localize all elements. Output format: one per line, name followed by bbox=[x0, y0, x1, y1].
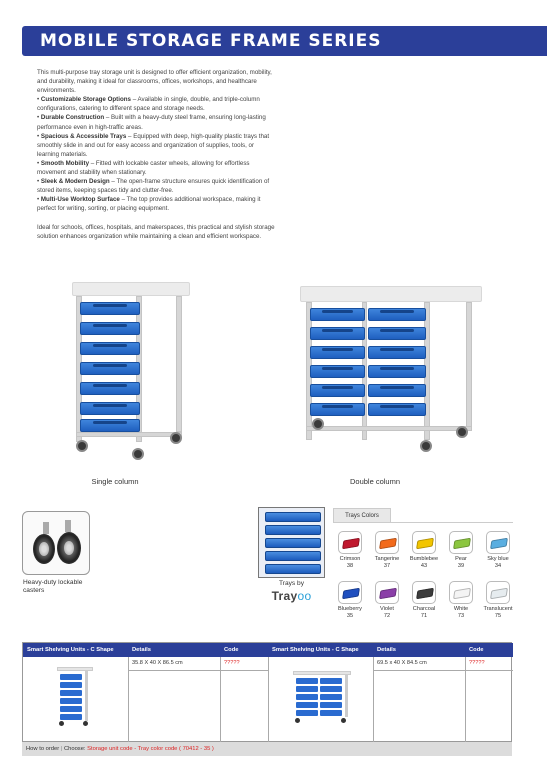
feature-title: Multi-Use Worktop Surface bbox=[40, 196, 120, 204]
feature-text: – Built with a heavy-duty steel frame, ensuring long-lasting performance even in high-traffic areas. bbox=[37, 114, 266, 131]
feature-text: – The top provides additional workspace, making it perfect for writing, sorting, or placing equipment. bbox=[37, 196, 261, 213]
tray-color-name: Violet bbox=[380, 606, 394, 612]
tray-color-swatch bbox=[370, 531, 404, 569]
tray-color-chip bbox=[449, 581, 473, 604]
tray-color-code: 43 bbox=[420, 563, 428, 569]
code-cell: ????? bbox=[224, 660, 240, 666]
tray-color-chip bbox=[338, 581, 362, 604]
feature-item: • Sleek & Modern Design – The open-frame structure ensures quick identification of stored items, keeping spaces tidy and clutter-free. bbox=[37, 178, 270, 195]
tray-color-code: 73 bbox=[457, 613, 465, 619]
order-instruction: Storage unit code - Tray color code bbox=[87, 746, 178, 752]
double-unit-thumbnail bbox=[293, 671, 351, 723]
tray-color-code: 38 bbox=[346, 563, 354, 569]
feature-title: Spacious & Accessible Trays bbox=[40, 132, 127, 140]
how-to-order-bar bbox=[22, 742, 512, 756]
tray-colors-panel bbox=[333, 522, 513, 632]
feature-item: • Multi-Use Worktop Surface – The top provides additional workspace, making it perfect for writing, sorting, or placing equipment. bbox=[37, 196, 261, 213]
caster-wheel bbox=[76, 440, 88, 452]
tray-color-swatch bbox=[407, 581, 441, 619]
double-column-caption: Double column bbox=[349, 477, 401, 486]
page-title: MOBILE STORAGE FRAME SERIES bbox=[40, 31, 382, 51]
details-cell: 69.5 x 40 X 84.5 cm bbox=[377, 660, 427, 666]
tray-colors-tab: Trays Colors bbox=[333, 508, 391, 522]
tray-color-swatch bbox=[333, 531, 367, 569]
double-column-image bbox=[300, 286, 482, 458]
order-choose: Choose: bbox=[63, 746, 86, 752]
caster-image bbox=[22, 511, 90, 575]
tray-color-chip bbox=[412, 531, 436, 554]
product-table bbox=[22, 642, 512, 742]
description-closing: Ideal for schools, offices, hospitals, and makerspaces, this practical and stylish storage solution enhances organization while maintaining a clean and efficient workspace. bbox=[37, 223, 275, 240]
tray-color-chip bbox=[449, 531, 473, 554]
trays-by-label: Trays by bbox=[278, 580, 305, 587]
tray-color-swatch bbox=[444, 531, 478, 569]
tray-color-name: Translucent bbox=[483, 606, 513, 612]
tray-color-chip bbox=[375, 531, 399, 554]
table-header-details: Details bbox=[128, 643, 220, 657]
tray-color-code: 75 bbox=[494, 613, 502, 619]
table-header-code: Code bbox=[465, 643, 513, 657]
tray-color-name: Blueberry bbox=[338, 606, 362, 612]
feature-item: • Customizable Storage Options – Available in single, double, and triple-column configurations, catering to different space and storage needs. bbox=[37, 96, 260, 113]
feature-title: Sleek & Modern Design bbox=[40, 178, 110, 186]
tray-color-name: White bbox=[453, 606, 469, 612]
tray-color-swatch bbox=[481, 581, 515, 619]
tray-color-chip bbox=[375, 581, 399, 604]
tray-color-chip bbox=[486, 581, 510, 604]
description-intro: This multi-purpose tray storage unit is designed to offer efficient organization, mobility, and durability, making it ideal for classrooms, offices, workshops, and healthcare environments. bbox=[37, 69, 272, 95]
casters-label-line2: casters bbox=[23, 587, 45, 594]
trayoo-logo-prefix: Tray bbox=[271, 589, 298, 603]
caster-wheel bbox=[312, 418, 324, 430]
feature-text: – Fitted with lockable caster wheels, allowing for effortless movement and stability when stationary. bbox=[37, 159, 250, 177]
single-column-image bbox=[70, 282, 192, 462]
tray-color-code: 34 bbox=[494, 563, 502, 569]
tray-color-code: 71 bbox=[420, 613, 428, 619]
feature-title: Customizable Storage Options bbox=[40, 96, 131, 104]
tray-color-swatch bbox=[333, 581, 367, 619]
table-header-details: Details bbox=[373, 643, 465, 657]
trayoo-logo-suffix: oo bbox=[297, 589, 312, 603]
details-cell: 35.8 X 40 X 86.5 cm bbox=[132, 660, 183, 666]
tray-color-swatch bbox=[370, 581, 404, 619]
feature-title: Durable Construction bbox=[40, 114, 105, 122]
order-separator: | bbox=[60, 746, 63, 752]
tray-color-swatch bbox=[444, 581, 478, 619]
feature-text: – Equipped with deep, high-quality plastic trays that smoothly slide in and out for easy access and organization of supplies, tools, or learning materials. bbox=[37, 132, 270, 158]
feature-text: – Available in single, double, and triple-column configurations, catering to different space and storage needs. bbox=[37, 96, 260, 113]
feature-item: • Spacious & Accessible Trays – Equipped with deep, high-quality plastic trays that smoothly slide in and out for easy access and organization of supplies, tools, or learning materials. bbox=[37, 132, 270, 158]
order-label: How to order bbox=[26, 746, 60, 752]
description bbox=[37, 68, 277, 241]
tray-color-code: 35 bbox=[346, 613, 354, 619]
single-unit-thumbnail bbox=[57, 667, 93, 725]
table-header-product: Smart Shelving Units - C Shape bbox=[23, 643, 128, 657]
tray-color-name: Bumblebee bbox=[409, 556, 439, 562]
tray-color-code: 37 bbox=[383, 563, 391, 569]
order-example: ( 70412 - 35 ) bbox=[179, 746, 214, 752]
casters-label bbox=[23, 579, 82, 595]
tray-color-name: Pear bbox=[455, 556, 467, 562]
tray-color-chip bbox=[412, 581, 436, 604]
feature-title: Smooth Mobility bbox=[40, 159, 90, 167]
caster-wheel bbox=[420, 440, 432, 452]
trayoo-logo bbox=[258, 589, 325, 603]
caster-wheel bbox=[170, 432, 182, 444]
tray-color-name: Charcoal bbox=[412, 606, 436, 612]
casters-label-line1: Heavy-duty lockable bbox=[23, 579, 83, 586]
tray-color-swatch bbox=[481, 531, 515, 569]
tray-color-name: Crimson bbox=[339, 556, 361, 562]
feature-text: – The open-frame structure ensures quick identification of stored items, keeping spaces tidy and clutter-free. bbox=[37, 178, 270, 195]
feature-item: • Smooth Mobility – Fitted with lockable caster wheels, allowing for effortless movement and stability when stationary. bbox=[37, 159, 250, 177]
tray-color-code: 72 bbox=[383, 613, 391, 619]
tray-color-chip bbox=[486, 531, 510, 554]
code-cell: ????? bbox=[469, 660, 485, 666]
caster-wheel bbox=[456, 426, 468, 438]
tray-color-name: Sky blue bbox=[487, 556, 509, 562]
single-column-caption: Single column bbox=[91, 477, 139, 486]
caster-wheel bbox=[132, 448, 144, 460]
tray-color-swatch bbox=[407, 531, 441, 569]
title-bar bbox=[22, 26, 547, 56]
table-header-product: Smart Shelving Units - C Shape bbox=[268, 643, 373, 657]
tray-color-chip bbox=[338, 531, 362, 554]
trays-image bbox=[258, 507, 325, 578]
table-header-code: Code bbox=[220, 643, 268, 657]
tray-color-name: Tangerine bbox=[374, 556, 400, 562]
feature-item: • Durable Construction – Built with a heavy-duty steel frame, ensuring long-lasting performance even in high-traffic areas. bbox=[37, 114, 266, 131]
tray-color-code: 39 bbox=[457, 563, 465, 569]
